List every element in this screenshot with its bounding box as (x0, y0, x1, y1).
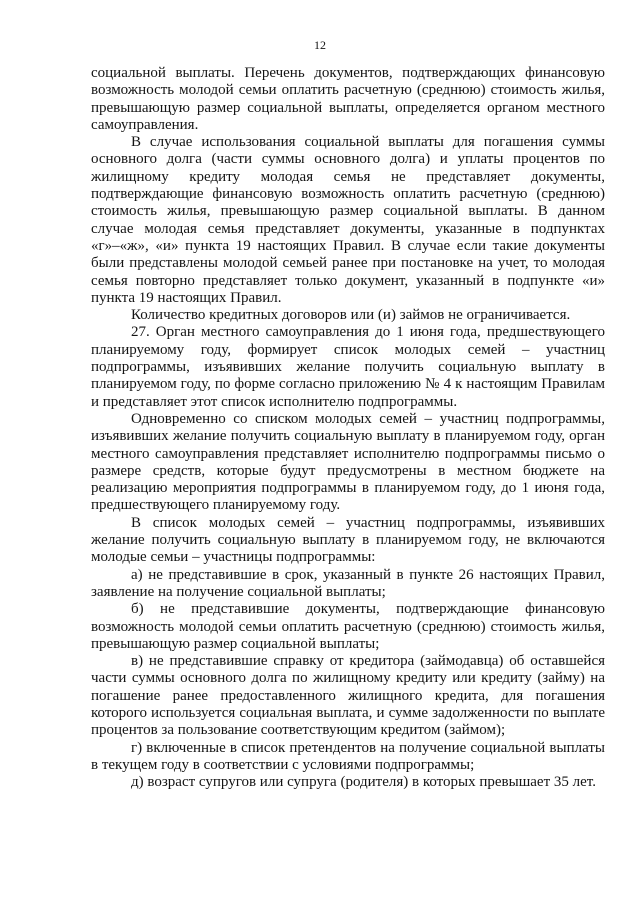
paragraph-budget-letter: Одновременно со списком молодых семей – участниц подпрограммы, изъявивших желание получить социальную выплату в планируемом году, орган местного самоуправления представляет исполнителю подпрограммы письмо о размере средств, которые будут предусмотрены в местном бюджете на реализацию мероприятия подпрограммы в планируемом году, до 1 июня года, предшествующего планируемому году. (91, 410, 605, 514)
list-item-g: г) включенные в список претендентов на получение социальной выплаты в текущем году в соответствии с условиями подпрограммы; (91, 739, 605, 773)
paragraph-credit-count: Количество кредитных договоров или (и) займов не ограничивается. (131, 307, 571, 324)
list-item-d: д) возраст супругов или супруга (родителя) в которых превышает 35 лет. (131, 774, 596, 791)
paragraph-loan-documents: В случае использования социальной выплаты для погашения суммы основного долга (части суммы основного долга) и уплаты процентов по жилищному кредиту молодая семья не представляет документы, подтверждающие финансовую возможность оплатить расчетную (среднюю) стоимость жилья, превышающую размер социальной выплаты. В данном случае молодая семья представляет документы, указанные в подпунктах «г»–«ж», «и» пункта 19 настоящих Правил. В случае если такие документы были представлены молодой семьей ранее при постановке на учет, то молодая семья повторно представляет только документ, указанный в подпункте «и» пункта 19 настоящих Правил. (91, 134, 605, 306)
list-item-a: а) не представившие в срок, указанный в пункте 26 настоящих Правил, заявление на получение социальной выплаты; (91, 566, 605, 600)
paragraph-exclusions-intro: В список молодых семей – участниц подпрограммы, изъявивших желание получить социальную выплату в планируемом году, не включаются молодые семьи – участницы подпрограммы: (91, 514, 605, 566)
page-number: 12 (314, 38, 326, 52)
document-body (91, 65, 605, 791)
list-item-v: в) не представившие справку от кредитора (займодавца) об оставшейся части суммы основного долга по жилищному кредиту или кредиту (займу) на погашение ранее предоставленного жилищного кредита, для погашения которого используется социальная выплата, и сумме задолженности по выплате процентов за пользование соответствующим кредитом (займом); (91, 653, 605, 739)
paragraph-clause-27: 27. Орган местного самоуправления до 1 июня года, предшествующего планируемому году, формирует список молодых семей – участниц подпрограммы, изъявивших желание получить социальную выплату в планируемом году, по форме согласно приложению № 4 к настоящим Правилам и представляет этот список исполнителю подпрограммы. (91, 324, 605, 410)
paragraph-continuation: социальной выплаты. Перечень документов, подтверждающих финансовую возможность молодой семьи оплатить расчетную (среднюю) стоимость жилья, превышающую размер социальной выплаты, определяется органом местного самоуправления. (91, 65, 605, 133)
list-item-b: б) не представившие документы, подтверждающие финансовую возможность молодой семьи оплатить расчетную (среднюю) стоимость жилья, превышающую размер социальной выплаты; (91, 601, 605, 652)
